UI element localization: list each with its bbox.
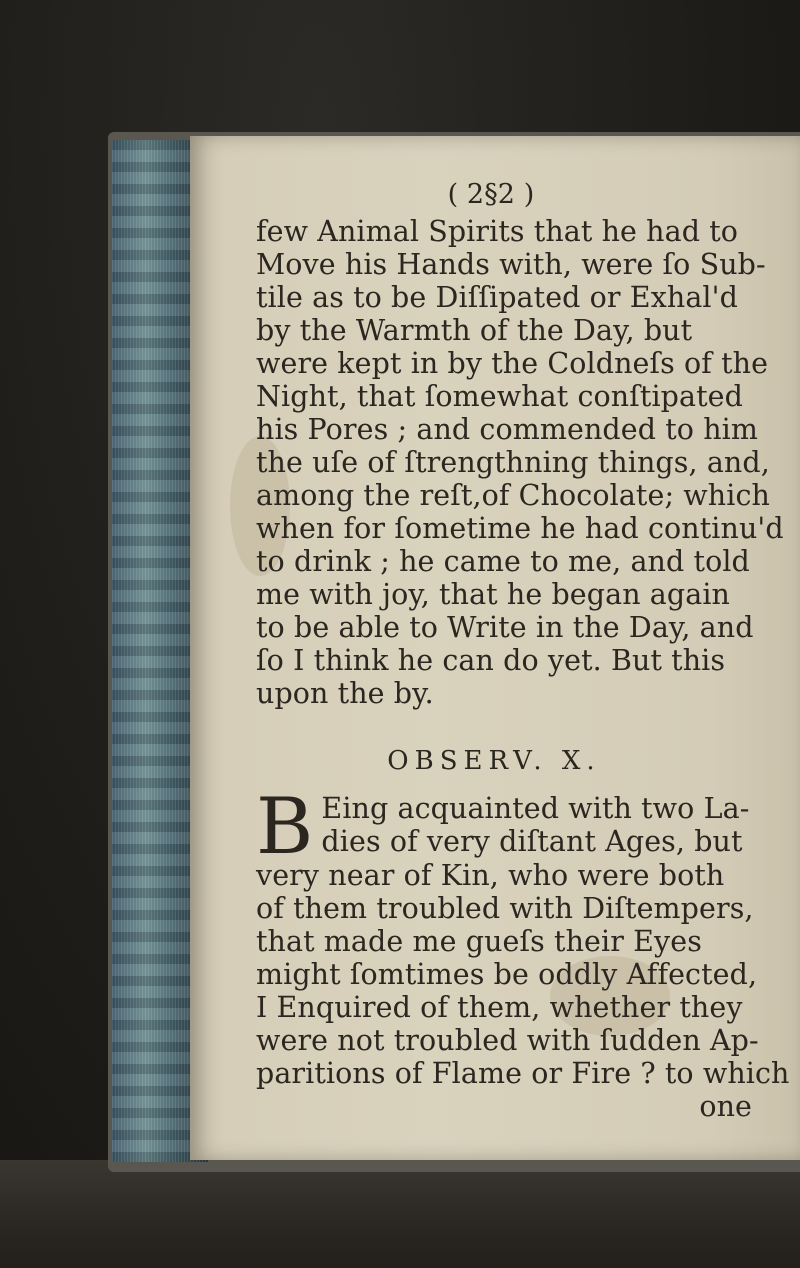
text-line: of them troubled with Diſtempers, bbox=[256, 892, 754, 925]
text-line: when for ſometime he had continu'd bbox=[256, 512, 784, 545]
text-line: the uſe of ſtrengthning things, and, bbox=[256, 446, 770, 479]
text-line: that made me gueſs their Eyes bbox=[256, 925, 702, 958]
text-line: to be able to Write in the Day, and bbox=[256, 611, 754, 644]
text-line: very near of Kin, who were both bbox=[256, 859, 725, 892]
drop-cap: B bbox=[256, 782, 314, 872]
page-number: ( 2§2 ) bbox=[447, 179, 535, 210]
text-line: might ſomtimes be oddly Affected, bbox=[256, 958, 758, 991]
text-line: were kept in by the Coldneſs of the bbox=[256, 347, 769, 380]
text-line: Eing acquainted with two La- bbox=[321, 792, 750, 825]
text-line: to drink ; he came to me, and told bbox=[256, 545, 750, 578]
text-line: Night, that ſomewhat conſtipated bbox=[256, 380, 743, 413]
text-line: ſo I think he can do yet. But this bbox=[256, 644, 726, 677]
table-surface bbox=[0, 1160, 800, 1268]
text-line: paritions of Flame or Fire ? to which bbox=[256, 1057, 790, 1090]
text-line: were not troubled with ſudden Ap- bbox=[256, 1024, 759, 1057]
text-line: among the reſt,of Chocolate; which bbox=[256, 479, 770, 512]
text-line: Move his Hands with, were ſo Sub- bbox=[256, 248, 766, 281]
text-line: I Enquired of them, whether they bbox=[256, 991, 743, 1024]
text-line: his Pores ; and commended to him bbox=[256, 413, 758, 446]
text-line: few Animal Spirits that he had to bbox=[256, 215, 739, 248]
text-line: dies of very diſtant Ages, but bbox=[321, 825, 743, 858]
text-line: upon the by. bbox=[256, 677, 434, 710]
page-text bbox=[256, 178, 790, 1123]
paragraph-after-heading bbox=[256, 782, 790, 1090]
text-line: by the Warmth of the Day, but bbox=[256, 314, 693, 347]
text-line: tile as to be Diſſipated or Exhal'd bbox=[256, 281, 738, 314]
paragraph-before-heading bbox=[256, 215, 784, 710]
book-page bbox=[190, 136, 800, 1160]
section-heading: OBSERV. X. bbox=[387, 746, 601, 776]
text-line: me with joy, that he began again bbox=[256, 578, 731, 611]
catchword: one bbox=[699, 1090, 752, 1123]
